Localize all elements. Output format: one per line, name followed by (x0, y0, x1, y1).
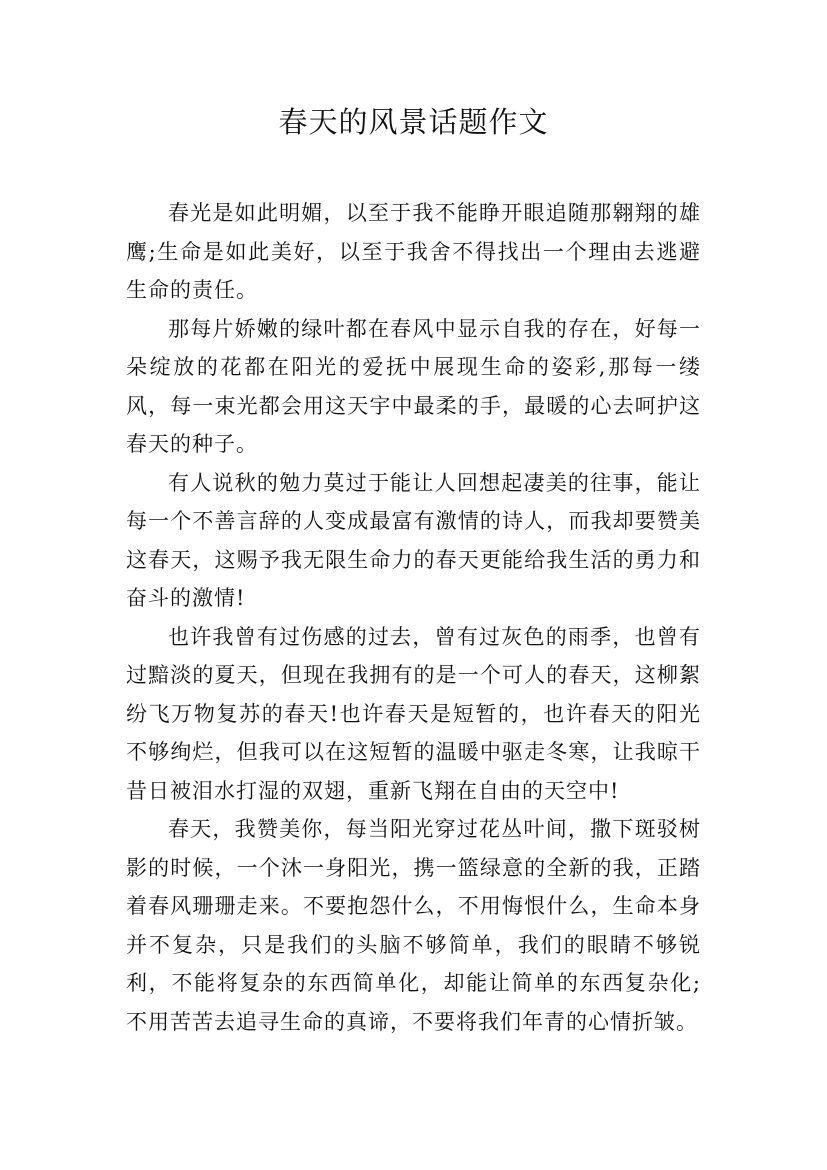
document-title: 春天的风景话题作文 (278, 105, 549, 139)
paragraph-3: 有人说秋的勉力莫过于能让人回想起凄美的往事，能让每一个不善言辞的人变成最富有激情的诗人，而我却要赞美这春天，这赐予我无限生命力的春天更能给我生活的勇力和奋斗的激情! (126, 470, 701, 610)
paragraph-4: 也许我曾有过伤感的过去，曾有过灰色的雨季，也曾有过黯淡的夏天，但现在我拥有的是一个可人的春天，这柳絮纷飞万物复苏的春天!也许春天是短暂的，也许春天的阳光不够绚烂，但我可以在这短暂的温暖中驱走冬寒，让我晾干昔日被泪水打湿的双翅，重新飞翔在自由的天空中! (126, 624, 701, 803)
paragraph-1: 春光是如此明媚，以至于我不能睁开眼追随那翱翔的雄鹰;生命是如此美好，以至于我舍不得找出一个理由去逃避生命的责任。 (126, 201, 701, 302)
paragraph-5: 春天，我赞美你，每当阳光穿过花丛叶间，撒下斑驳树影的时候，一个沐一身阳光，携一篮绿意的全新的我，正踏着春风珊珊走来。不要抱怨什么，不用悔恨什么，生命本身并不复杂，只是我们的头脑不够简单，我们的眼睛不够锐利，不能将复杂的东西简单化，却能让简单的东西复杂化;不用苦苦去追寻生命的真谛，不要将我们年青的心情折皱。 (126, 817, 701, 1034)
document-body (126, 194, 701, 1041)
paragraph-2: 那每片娇嫩的绿叶都在春风中显示自我的存在，好每一朵绽放的花都在阳光的爱抚中展现生命的姿彩,那每一缕风，每一束光都会用这天宇中最柔的手，最暖的心去呵护这春天的种子。 (126, 316, 701, 456)
